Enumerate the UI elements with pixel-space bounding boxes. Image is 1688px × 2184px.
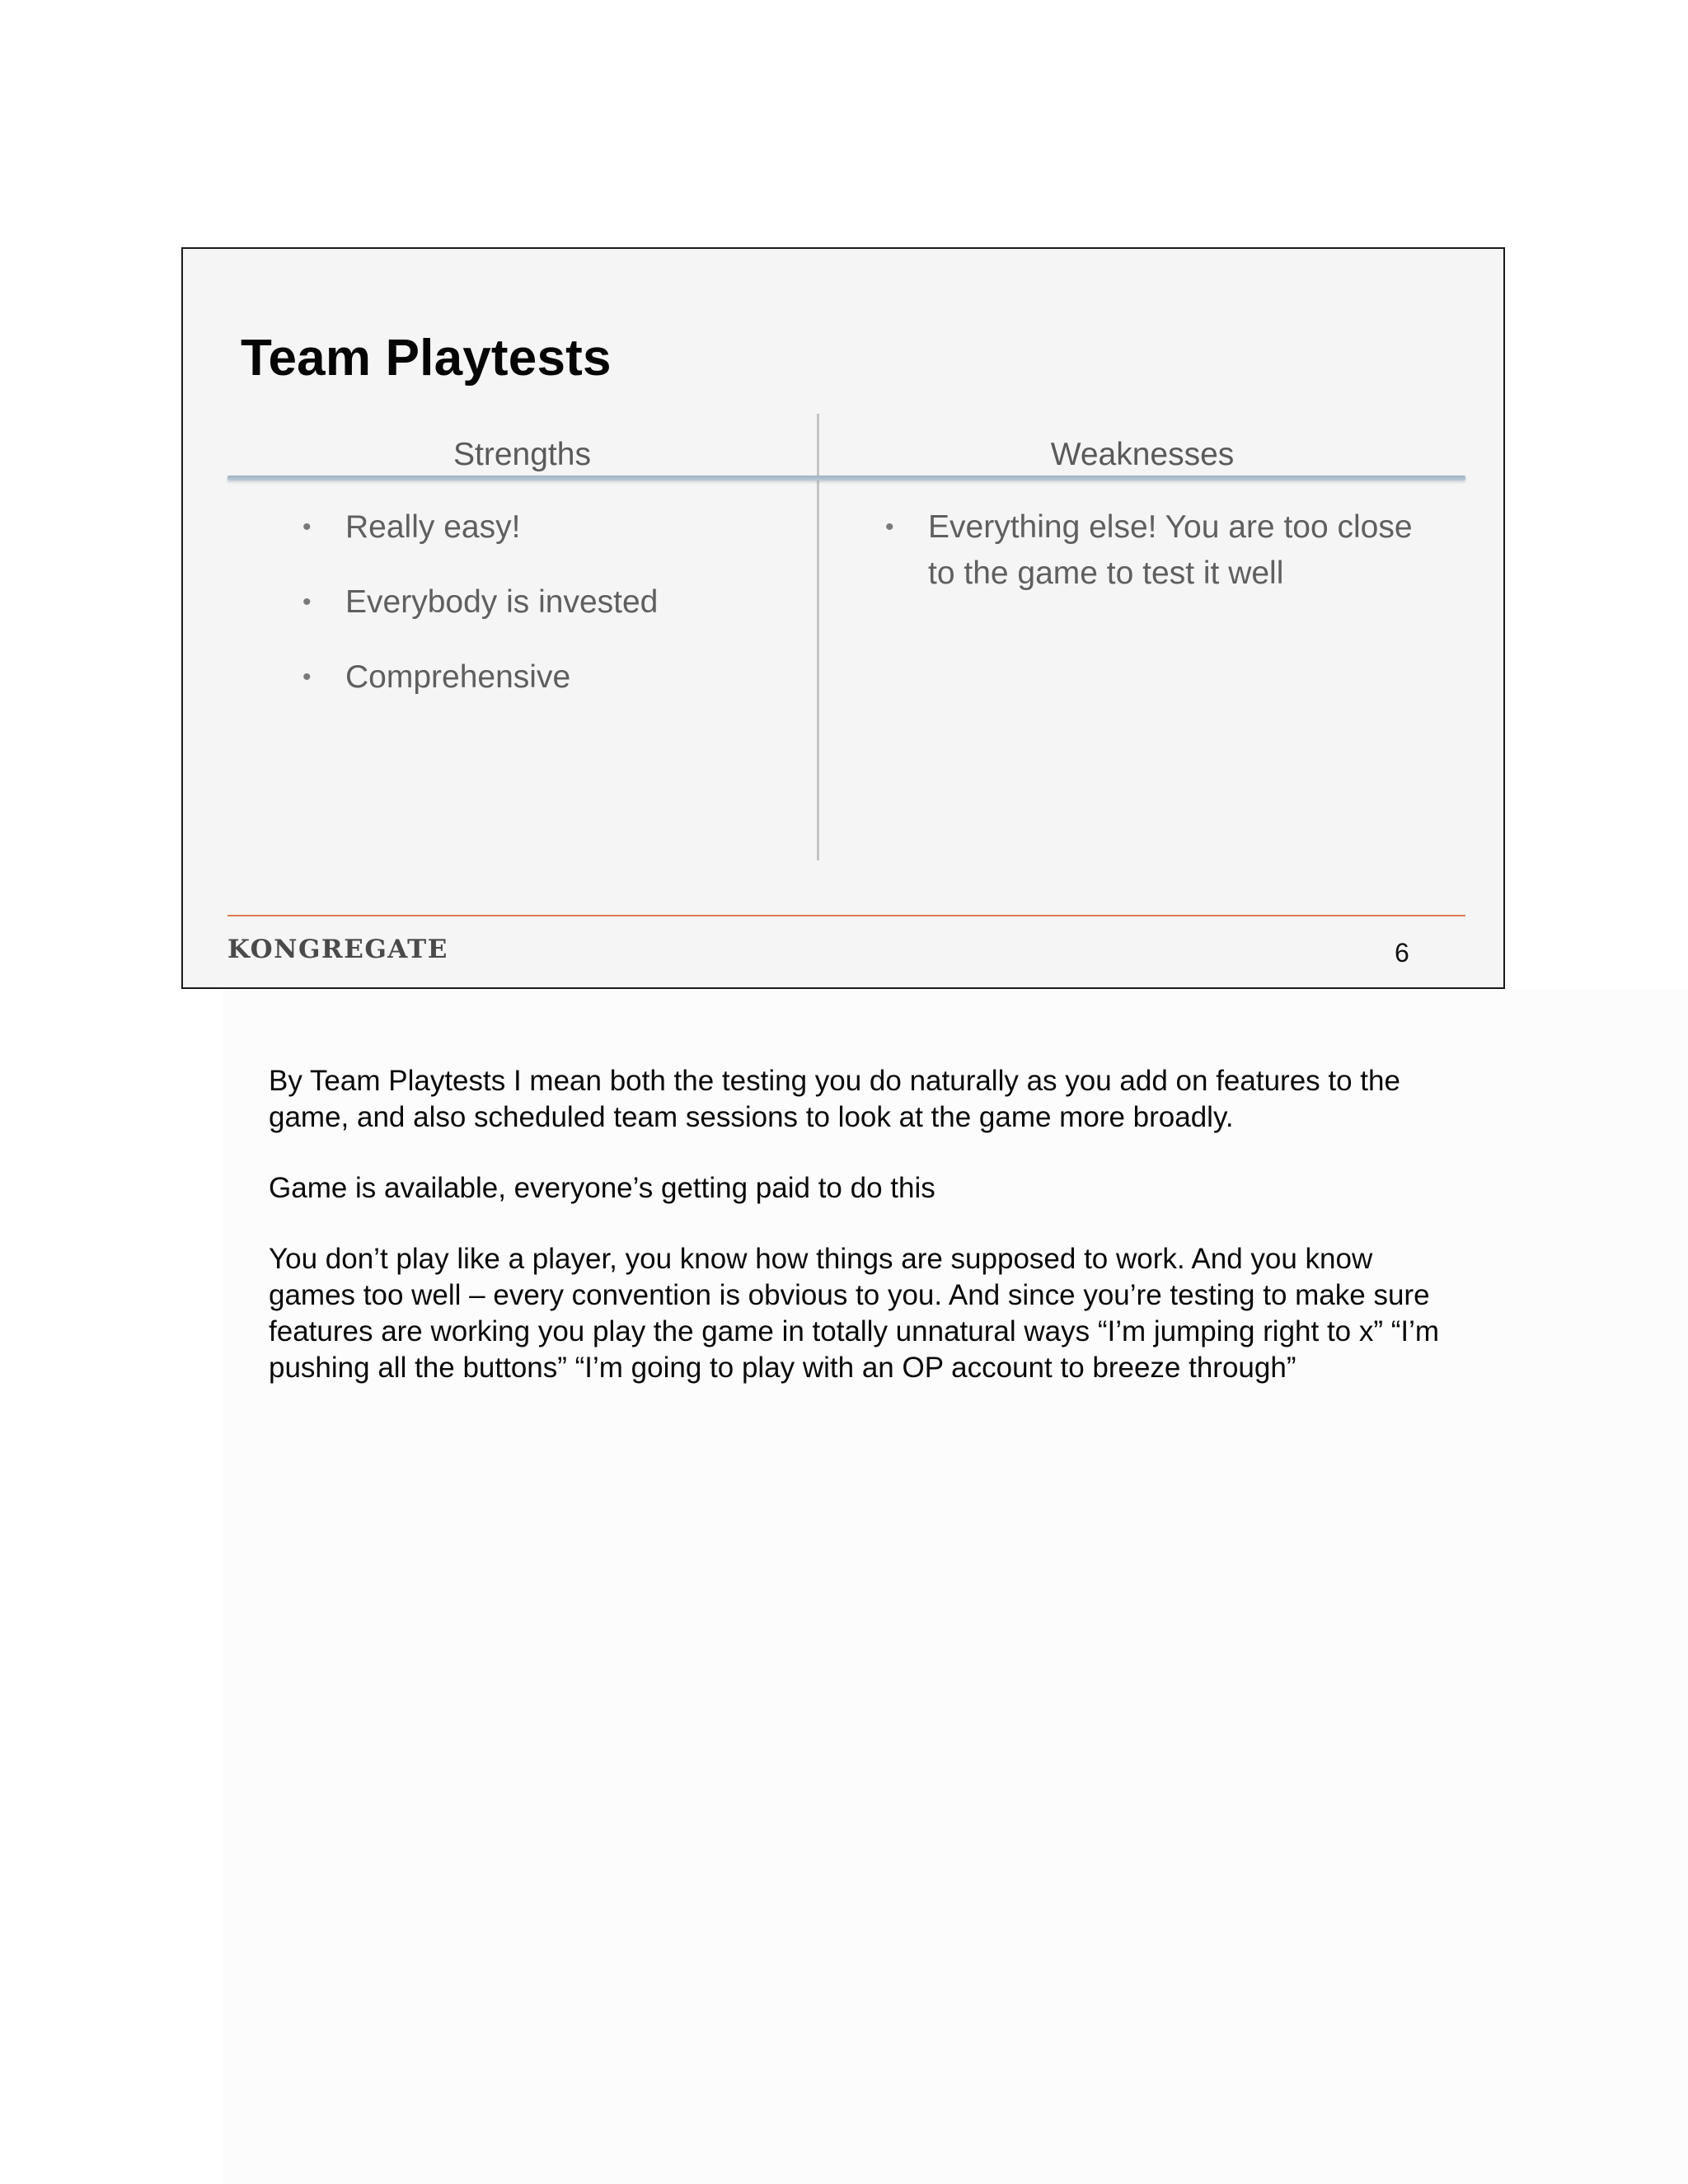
brand-logo: KONGREGATE <box>227 935 448 964</box>
weakness-item <box>885 504 1429 597</box>
weaknesses-header: Weaknesses <box>1050 437 1235 472</box>
weakness-text: Everything else! You are too close to the game to test it well <box>928 509 1413 591</box>
bullet-icon: • <box>885 513 894 541</box>
note-paragraph: You don’t play like a player, you know how things are supposed to work. And you know games too well – every convention is obvious to you. And since you’re testing to make sure features are working you play the game in totally unnatural ways “I’m jumping right to x” “I’m pushing all the buttons” “I’m going to play with an OP account to breeze through” <box>269 1243 1440 1384</box>
strength-item <box>302 504 797 551</box>
note-paragraph: Game is available, everyone’s getting paid to do this <box>269 1172 935 1204</box>
bullet-icon: • <box>302 513 312 541</box>
strength-text: Comprehensive <box>345 659 571 695</box>
strength-text: Really easy! <box>345 509 521 545</box>
column-divider <box>817 414 819 860</box>
bullet-icon: • <box>302 588 312 616</box>
strength-item <box>302 654 797 701</box>
strengths-list <box>302 504 797 729</box>
slide-title: Team Playtests <box>241 330 612 387</box>
slide <box>181 247 1505 989</box>
speaker-notes <box>269 1063 1456 1421</box>
slide-page-number: 6 <box>1395 938 1409 968</box>
strengths-header: Strengths <box>453 437 591 472</box>
strength-text: Everybody is invested <box>345 584 659 620</box>
note-paragraph: By Team Playtests I mean both the testing you do naturally as you add on features to the game, and also scheduled team sessions to look at the game more broadly. <box>269 1065 1400 1133</box>
weaknesses-list <box>885 504 1429 626</box>
footer-rule <box>227 915 1465 916</box>
strength-item <box>302 579 797 626</box>
header-rule <box>227 476 1465 480</box>
bullet-icon: • <box>302 663 312 691</box>
